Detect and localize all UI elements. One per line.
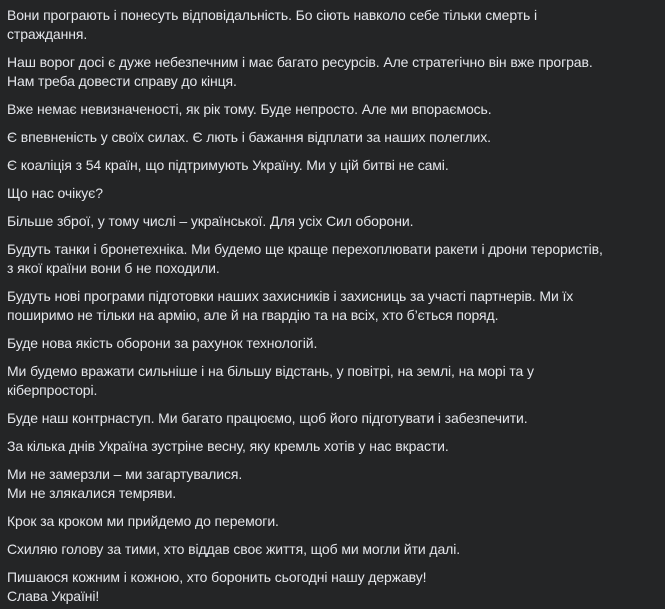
post-line: За кілька днів Україна зустріне весну, яку кремль хотів у нас вкрасти.	[7, 438, 449, 454]
post-paragraph	[7, 184, 659, 203]
post-paragraph	[7, 437, 659, 456]
post-line: з якої країни вони б не походили.	[7, 260, 220, 276]
post-paragraph	[7, 128, 659, 147]
post-paragraph	[7, 512, 659, 531]
post-paragraph	[7, 540, 659, 559]
post-paragraph	[7, 568, 659, 606]
post-line: Будуть нові програми підготовки наших захисників і захисниць за участі партнерів. Ми їх	[7, 288, 574, 304]
post-line: кіберпросторі.	[7, 382, 98, 398]
post-line: Буде наш контрнаступ. Ми багато працюємо, щоб його підготувати і забезпечити.	[7, 410, 528, 426]
post-line: Що нас очікує?	[7, 185, 103, 201]
post-paragraph	[7, 362, 659, 400]
post-line: Пишаюся кожним і кожною, хто боронить сьогодні нашу державу!	[7, 569, 427, 585]
post-paragraph	[7, 53, 659, 91]
post-paragraph	[7, 409, 659, 428]
post-paragraph	[7, 6, 659, 44]
post-line: Ми будемо вражати сильніше і на більшу відстань, у повітрі, на землі, на морі та у	[7, 363, 534, 379]
post-paragraph	[7, 334, 659, 353]
post-line: Є коаліція з 54 країн, що підтримують Україну. Ми у цій битві не самі.	[7, 157, 449, 173]
post-paragraph	[7, 100, 659, 119]
post-paragraph	[7, 212, 659, 231]
post-line: Вже немає невизначеності, як рік тому. Буде непросто. Але ми впораємось.	[7, 101, 492, 117]
post-line: Нам треба довести справу до кінця.	[7, 73, 237, 89]
post-line: Буде нова якість оборони за рахунок технологій.	[7, 335, 318, 351]
post-paragraph	[7, 465, 659, 503]
post-line: поширимо не тільки на армію, але й на гвардію та на всіх, хто б’ється поряд.	[7, 307, 499, 323]
post-line: Будуть танки і бронетехніка. Ми будемо ще краще перехоплювати ракети і дрони терористів,	[7, 241, 603, 257]
post-line: Слава Україні!	[7, 588, 100, 604]
post-line: Ми не замерзли – ми загартувалися.	[7, 466, 243, 482]
post-line: Є впевненість у своїх силах. Є лють і бажання відплати за наших полеглих.	[7, 129, 491, 145]
post-line: Схиляю голову за тими, хто віддав своє життя, щоб ми могли йти далі.	[7, 541, 461, 557]
post-paragraph	[7, 287, 659, 325]
post-line: Наш ворог досі є дуже небезпечним і має багато ресурсів. Але стратегічно він вже програв.	[7, 54, 593, 70]
post-line: Крок за кроком ми прийдемо до перемоги.	[7, 513, 279, 529]
post-line: Ми не злякалися темряви.	[7, 485, 177, 501]
post-paragraph	[7, 156, 659, 175]
post-line: страждання.	[7, 26, 88, 42]
post-line: Більше зброї, у тому числі – української. Для усіх Сил оборони.	[7, 213, 414, 229]
post-paragraph	[7, 240, 659, 278]
post-line: Вони програють і понесуть відповідальність. Бо сіють навколо себе тільки смерть і	[7, 7, 538, 23]
